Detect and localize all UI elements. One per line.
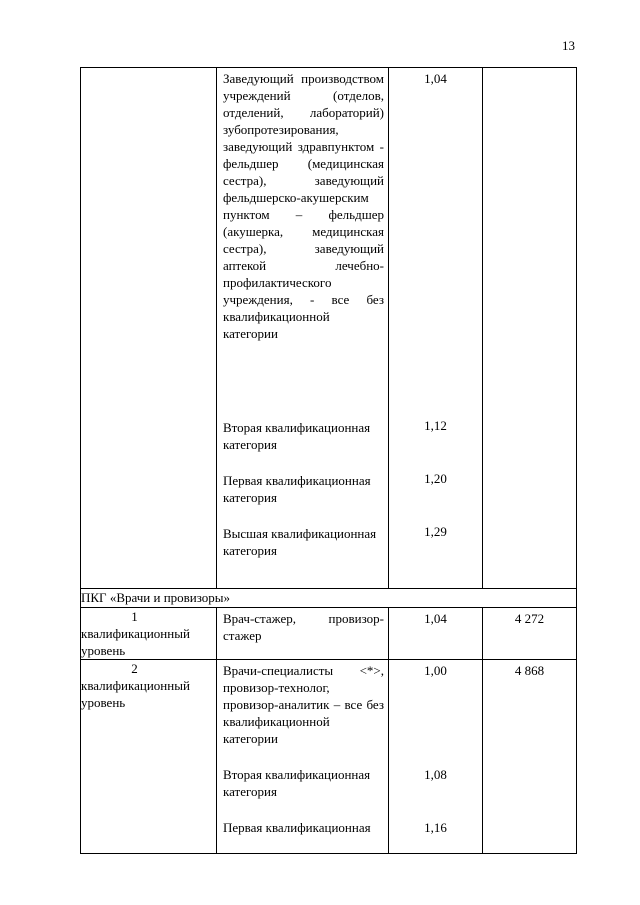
coef-value: 1,16 [424, 820, 447, 835]
category-label: Высшая квалификационная категория [223, 526, 377, 558]
coef-value: 1,04 [424, 71, 447, 86]
category-label: Вторая квалификационная категория [223, 420, 371, 452]
coef-value: 1,08 [424, 767, 447, 782]
level-number: 2 [131, 661, 138, 676]
salary-cell [483, 608, 577, 660]
coef-cell [389, 608, 483, 660]
position-cell [217, 68, 389, 589]
position-cell [217, 608, 389, 660]
table-row [81, 608, 577, 660]
level-cell [81, 608, 217, 660]
salary-cell [483, 660, 577, 854]
position-text: Врач-стажер, провизор-стажер [223, 611, 384, 643]
salary-cell [483, 68, 577, 589]
salary-value: 4 868 [514, 663, 545, 678]
coef-value: 1,29 [424, 524, 447, 539]
group-header-row [81, 589, 577, 608]
table-row [81, 660, 577, 854]
page-number: 13 [562, 38, 575, 53]
category-label: Первая квалификационная категория [223, 473, 371, 505]
position-text: Заведующий производством учреждений (отделов, отделений, лабораторий) зубопротезирования, заведующий здравпунктом - фельдшер (медицинская сестра), заведующий фельдшерско-акушерским пунктом – фельдшер (акушерка, медицинская сестра), заведующий аптекой лечебно-профилактического учреждения, - все без квалификационной категории [223, 71, 384, 341]
level-cell [81, 68, 217, 589]
coef-value: 1,04 [424, 611, 447, 626]
level-cell [81, 660, 217, 854]
coef-value: 1,00 [424, 663, 447, 678]
coef-cell [389, 68, 483, 589]
level-label: квалификационный уровень [81, 626, 190, 658]
salary-table [80, 67, 577, 854]
salary-value: 4 272 [514, 611, 545, 626]
coef-cell [389, 660, 483, 854]
position-text: Врачи-специалисты <*>, провизор-технолог, провизор-аналитик – все без квалификационной категории [223, 663, 384, 746]
group-title: ПКГ «Врачи и провизоры» [81, 589, 577, 608]
level-label: квалификационный уровень [81, 678, 190, 710]
coef-value: 1,20 [424, 471, 447, 486]
level-number: 1 [131, 609, 138, 624]
table-row [81, 68, 577, 589]
category-label: Первая квалификационная [223, 820, 371, 835]
category-label: Вторая квалификационная категория [223, 767, 371, 799]
coef-value: 1,12 [424, 418, 447, 433]
position-cell [217, 660, 389, 854]
